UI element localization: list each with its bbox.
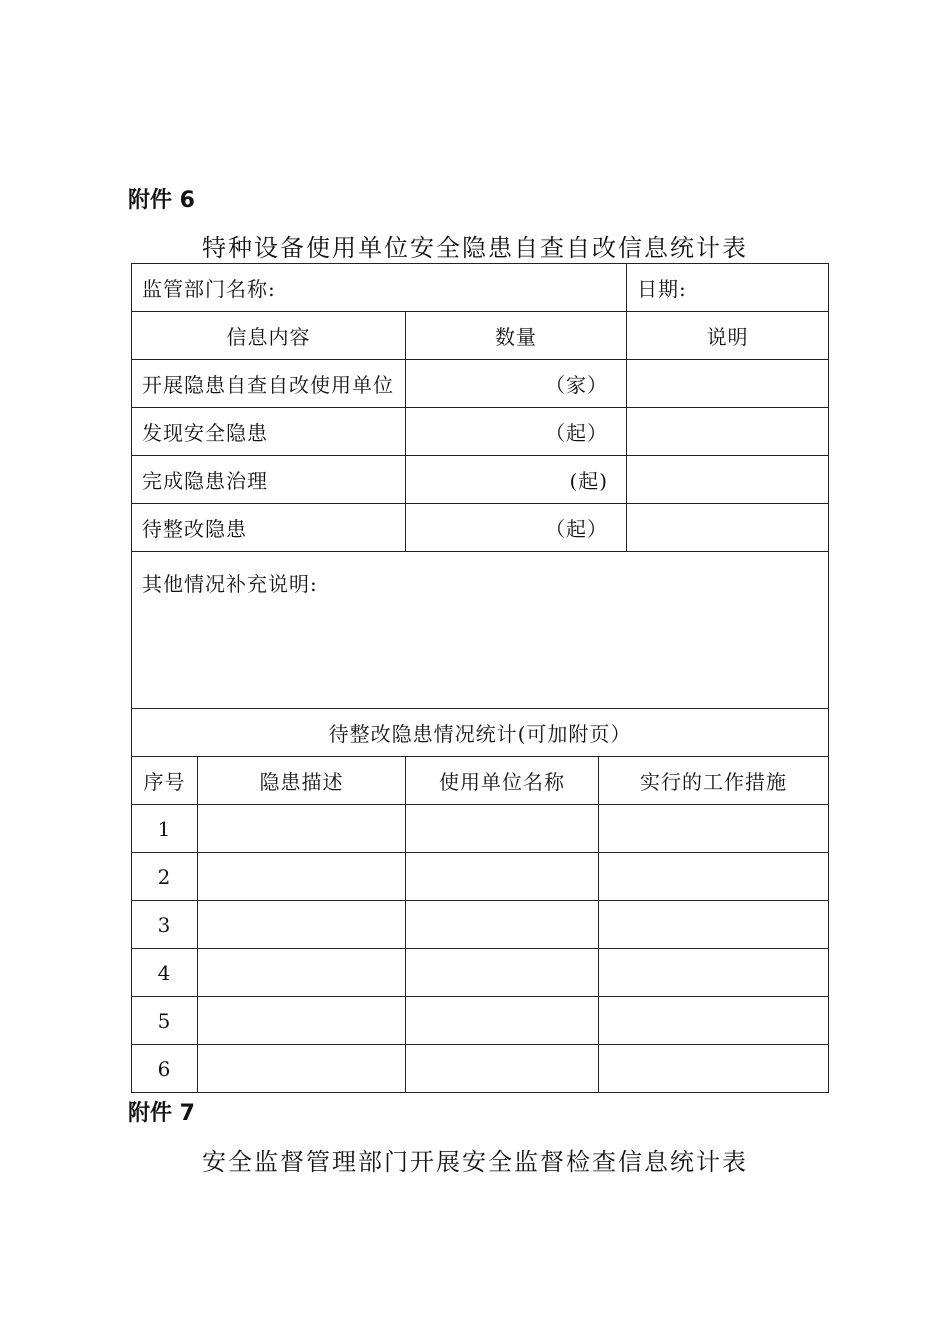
other-info-label: 其他情况补充说明: <box>132 552 829 709</box>
attachment-7-title: 安全监督管理部门开展安全监督检查信息统计表 <box>202 1148 748 1176</box>
table-row <box>132 853 829 901</box>
attachment-7-label: 附件 7 <box>128 1101 195 1126</box>
row-note-cell <box>627 408 829 456</box>
stats-header-row <box>132 757 829 805</box>
serial-no: 4 <box>132 949 198 997</box>
stats-title: 待整改隐患情况统计(可加附页） <box>132 709 829 757</box>
row-label: 完成隐患治理 <box>132 456 406 504</box>
table-row <box>132 360 829 408</box>
stats-title-row <box>132 709 829 757</box>
row-label: 发现安全隐患 <box>132 408 406 456</box>
unit-name-header: 使用单位名称 <box>406 757 599 805</box>
hazard-desc-cell <box>198 1045 406 1093</box>
measures-cell <box>599 853 829 901</box>
info-content-header: 信息内容 <box>132 312 406 360</box>
table-row <box>132 949 829 997</box>
row-note-cell <box>627 504 829 552</box>
row-label: 待整改隐患 <box>132 504 406 552</box>
row-label: 开展隐患自查自改使用单位 <box>132 360 406 408</box>
measures-cell <box>599 997 829 1045</box>
serial-no: 1 <box>132 805 198 853</box>
serial-no: 6 <box>132 1045 198 1093</box>
unit-name-cell <box>406 805 599 853</box>
unit-name-cell <box>406 997 599 1045</box>
row-unit: （家） <box>406 360 627 408</box>
date-label: 日期: <box>627 264 829 312</box>
row-note-cell <box>627 360 829 408</box>
unit-name-cell <box>406 1045 599 1093</box>
unit-name-cell <box>406 949 599 997</box>
table-row <box>132 504 829 552</box>
hazard-desc-cell <box>198 853 406 901</box>
dept-name-label: 监管部门名称: <box>132 264 627 312</box>
header-row <box>132 264 829 312</box>
row-note-cell <box>627 456 829 504</box>
serial-no: 2 <box>132 853 198 901</box>
quantity-header: 数量 <box>406 312 627 360</box>
unit-name-cell <box>406 853 599 901</box>
row-unit: （起） <box>406 408 627 456</box>
serial-no: 5 <box>132 997 198 1045</box>
measures-cell <box>599 805 829 853</box>
row-unit: (起) <box>406 456 627 504</box>
measures-cell <box>599 901 829 949</box>
other-info-row <box>132 552 829 709</box>
hazard-desc-cell <box>198 805 406 853</box>
table-row <box>132 901 829 949</box>
attachment-6-title: 特种设备使用单位安全隐患自查自改信息统计表 <box>202 234 748 262</box>
row-unit: （起） <box>406 504 627 552</box>
hazard-desc-cell <box>198 949 406 997</box>
measures-cell <box>599 1045 829 1093</box>
note-header: 说明 <box>627 312 829 360</box>
serial-no-header: 序号 <box>132 757 198 805</box>
measures-header: 实行的工作措施 <box>599 757 829 805</box>
table-row <box>132 805 829 853</box>
serial-no: 3 <box>132 901 198 949</box>
table-row <box>132 997 829 1045</box>
unit-name-cell <box>406 901 599 949</box>
hazard-desc-header: 隐患描述 <box>198 757 406 805</box>
statistics-form-table <box>131 263 829 1093</box>
table-row <box>132 1045 829 1093</box>
attachment-6-label: 附件 6 <box>128 188 195 213</box>
table-row <box>132 408 829 456</box>
measures-cell <box>599 949 829 997</box>
table-row <box>132 456 829 504</box>
hazard-desc-cell <box>198 997 406 1045</box>
hazard-desc-cell <box>198 901 406 949</box>
column-header-row <box>132 312 829 360</box>
